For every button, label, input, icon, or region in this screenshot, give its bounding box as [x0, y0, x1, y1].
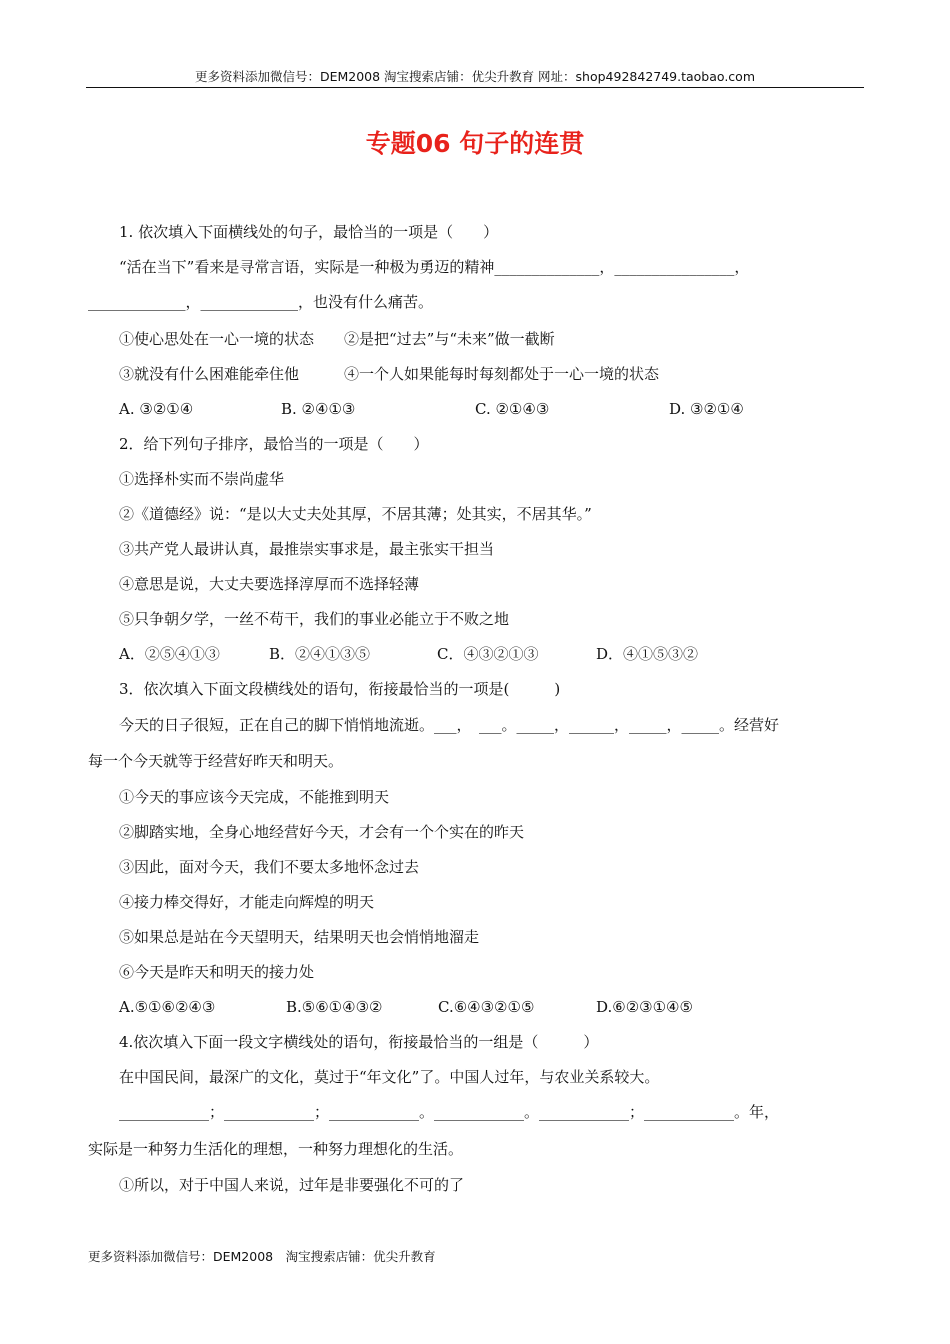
q3-text-2: 每一个今天就等于经营好昨天和明天。	[88, 752, 344, 770]
q3-text-1: 今天的日子很短，正在自己的脚下悄悄地流逝。___， ___。_____，______，_____，_____。经营好	[119, 716, 780, 734]
q2-option-b: B．②④①③⑤	[269, 645, 371, 663]
q3-option-d: D.⑥②③①④⑤	[596, 998, 693, 1016]
q4-text-1: 在中国民间，最深广的文化，莫过于“年文化”了。中国人过年，与农业关系较大。	[119, 1068, 660, 1086]
q1-text-1: “活在当下”看来是寻常言语，实际是一种极为勇迈的精神______________，________________，	[119, 258, 750, 276]
q1-option-c: C. ②①④③	[475, 400, 550, 418]
q4-text-3: 实际是一种努力生活化的理想，一种努力理想化的生活。	[88, 1140, 464, 1158]
page-header: 更多资料添加微信号：DEM2008 淘宝搜索店铺：优尖升教育 网址：shop492842749.taobao.com	[194, 69, 756, 84]
q2-sentence-2: ②《道德经》说：“是以大丈夫处其厚，不居其薄；处其实，不居其华。”	[119, 505, 592, 523]
q3-sentence-1: ①今天的事应该今天完成，不能推到明天	[119, 788, 390, 806]
q3-option-b: B.⑤⑥①④③②	[286, 998, 383, 1016]
q1-sentences-3-4: ③就没有什么困难能牵住他 ④一个人如果能每时每刻都处于一心一境的状态	[119, 365, 660, 383]
q4-stem: 4.依次填入下面一段文字横线处的语句，衔接最恰当的一组是（ ）	[119, 1033, 599, 1051]
q3-option-a: A.⑤①⑥②④③	[119, 998, 216, 1016]
q1-option-b: B. ②④①③	[281, 400, 356, 418]
q1-option-d: D. ③②①④	[669, 400, 744, 418]
q4-text-2: ____________；____________；____________。____________。____________；____________。年，	[119, 1103, 780, 1121]
q2-option-d: D．④①⑤③②	[596, 645, 699, 663]
q3-stem: 3．依次填入下面文段横线处的语句，衔接最恰当的一项是( )	[119, 680, 561, 698]
q3-sentence-3: ③因此，面对今天，我们不要太多地怀念过去	[119, 858, 420, 876]
q1-stem: 1. 依次填入下面横线处的句子，最恰当的一项是（ ）	[119, 223, 499, 241]
q2-option-a: A．②⑤④①③	[119, 645, 220, 663]
header-rule	[86, 87, 864, 88]
q3-sentence-2: ②脚踏实地，全身心地经营好今天，才会有一个个实在的昨天	[119, 823, 525, 841]
q1-option-a: A. ③②①④	[119, 400, 194, 418]
q2-sentence-1: ①选择朴实而不崇尚虚华	[119, 470, 285, 488]
q3-sentence-4: ④接力棒交得好，才能走向辉煌的明天	[119, 893, 375, 911]
q2-sentence-4: ④意思是说，大丈夫要选择淳厚而不选择轻薄	[119, 575, 420, 593]
q3-sentence-5: ⑤如果总是站在今天望明天，结果明天也会悄悄地溜走	[119, 928, 480, 946]
q1-sentences-1-2: ①使心思处在一心一境的状态 ②是把“过去”与“未来”做一截断	[119, 330, 555, 348]
q3-sentence-6: ⑥今天是昨天和明天的接力处	[119, 963, 315, 981]
q4-sentence-1: ①所以，对于中国人来说，过年是非要强化不可的了	[119, 1176, 465, 1194]
q2-option-c: C．④③②①③	[437, 645, 539, 663]
q2-sentence-5: ⑤只争朝夕学，一丝不苟干，我们的事业必能立于不败之地	[119, 610, 510, 628]
page-title: 专题06 句子的连贯	[365, 129, 585, 158]
q2-sentence-3: ③共产党人最讲认真，最推崇实事求是，最主张实干担当	[119, 540, 495, 558]
q1-text-2: _____________，_____________，也没有什么痛苦。	[88, 293, 434, 311]
page-footer: 更多资料添加微信号：DEM2008 淘宝搜索店铺：优尖升教育	[88, 1249, 436, 1264]
q2-stem: 2．给下列句子排序，最恰当的一项是（ ）	[119, 435, 429, 453]
q3-option-c: C.⑥④③②①⑤	[438, 998, 535, 1016]
